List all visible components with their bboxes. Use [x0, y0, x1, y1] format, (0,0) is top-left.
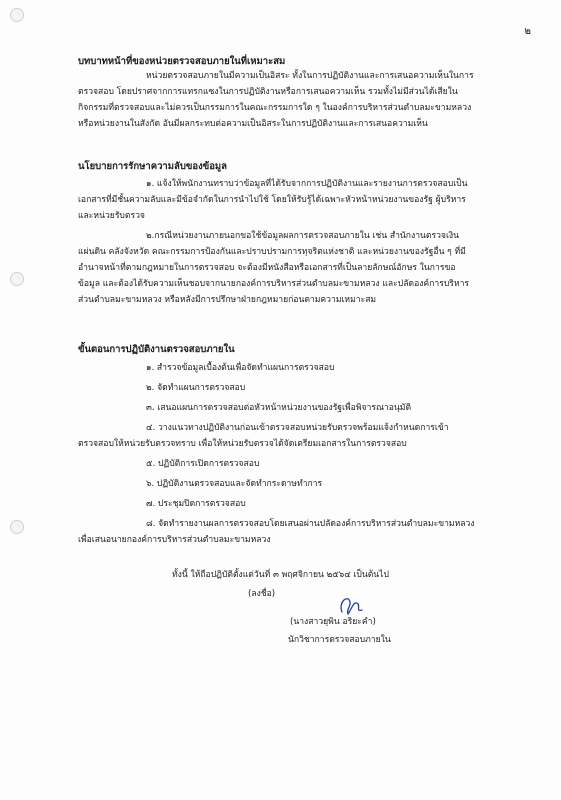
procedure-step: ๕. ปฏิบัติการเปิดการตรวจสอบ [146, 459, 260, 469]
signed-label: (ลงชื่อ) [248, 589, 276, 599]
paragraph-line: ส่วนตำบลมะขามหลวง หรือหลังมีการปรึกษาฝ่ายกฎหมายก่อนตามความเหมาะสม [78, 295, 377, 305]
effective-date: ทั้งนี้ ให้ถือปฏิบัติตั้งแต่วันที่ ๓ พฤศจิกายน ๒๕๖๔ เป็นต้นไป [172, 570, 389, 580]
signer-position: นักวิชาการตรวจสอบภายใน [288, 635, 391, 645]
procedure-step: ๑. สำรวจข้อมูลเบื้องต้นเพื่อจัดทำแผนการตรวจสอบ [146, 363, 335, 373]
section-heading-procedure: ขั้นตอนการปฏิบัติงานตรวจสอบภายใน [78, 344, 235, 355]
procedure-step: ตรวจสอบให้หน่วยรับตรวจทราบ เพื่อให้หน่วยรับตรวจได้จัดเตรียมเอกสารในการตรวจสอบ [78, 439, 407, 449]
signer-name: (นางสาวยุพิน อริยะคำ) [290, 617, 376, 627]
punch-hole [10, 272, 24, 286]
paragraph-line: หน่วยตรวจสอบภายในมีความเป็นอิสระ ทั้งในการปฏิบัติงานและการเสนอความเห็นในการ [146, 71, 474, 81]
procedure-step: ๓. เสนอแผนการตรวจสอบต่อหัวหน้าหน่วยงานของรัฐเพื่อพิจารณาอนุมัติ [146, 403, 412, 413]
paragraph-line: เอกสารที่มีชั้นความลับและมีข้อจำกัดในการนำไปใช้ โดยให้รับรู้ได้เฉพาะหัวหน้าหน่วยงานของรัฐ ผู้บริหาร [78, 195, 466, 205]
paragraph-line: กิจกรรมที่ตรวจสอบและไม่ควรเป็นกรรมการในคณะกรรมการใด ๆ ในองค์การบริหารส่วนตำบลมะขามหลวง [78, 103, 472, 113]
procedure-step: ๘. จัดทำรายงานผลการตรวจสอบโดยเสนอผ่านปลัดองค์การบริหารส่วนตำบลมะขามหลวง [146, 519, 475, 529]
procedure-step: เพื่อเสนอนายกองค์การบริหารส่วนตำบลมะขามหลวง [78, 535, 271, 545]
handwritten-signature [334, 592, 364, 618]
paragraph-line: ตรวจสอบ โดยปราศจากการแทรกแซงในการปฏิบัติงานหรือการเสนอความเห็น รวมทั้งไม่มีส่วนได้เสียใน [78, 87, 458, 97]
procedure-step: ๖. ปฏิบัติงานตรวจสอบและจัดทำกระดาษทำการ [146, 479, 323, 489]
procedure-step: ๗. ประชุมปิดการตรวจสอบ [146, 499, 246, 509]
procedure-step: ๔. วางแนวทางปฏิบัติงานก่อนเข้าตรวจสอบหน่วยรับตรวจพร้อมแจ้งกำหนดการเข้า [146, 423, 449, 433]
paragraph-line: ข้อมูล และต้องได้รับความเห็นชอบจากนายกองค์การบริหารส่วนตำบลมะขามหลวง และปลัดองค์การบริหาร [78, 279, 470, 289]
punch-hole [10, 520, 24, 534]
paragraph-line: หรือหน่วยงานในสังกัด อันมีผลกระทบต่อความเป็นอิสระในการปฏิบัติงานและการเสนอความเห็น [78, 119, 428, 129]
paragraph-line: ๒.กรณีหน่วยงานภายนอกขอใช้ข้อมูลผลการตรวจสอบภายใน เช่น สำนักงานตรวจเงิน [146, 231, 459, 241]
paragraph-line: และหน่วยรับตรวจ [78, 211, 145, 221]
paragraph-line: ๑. แจ้งให้พนักงานทราบว่าข้อมูลที่ได้รับจากการปฏิบัติงานและรายงานการตรวจสอบเป็น [146, 179, 468, 189]
paragraph-line: อำนาจหน้าที่ตามกฎหมายในการตรวจสอบ จะต้องมีหนังสือหรือเอกสารที่เป็นลายลักษณ์อักษร ในการขอ [78, 263, 456, 273]
procedure-step: ๒. จัดทำแผนการตรวจสอบ [146, 383, 246, 393]
section-heading-confidentiality: นโยบายการรักษาความลับของข้อมูล [78, 161, 227, 172]
section-heading-role: บทบาทหน้าที่ของหน่วยตรวจสอบภายในที่เหมาะสม [78, 56, 286, 67]
page-number: ๒ [524, 26, 531, 37]
punch-hole [10, 8, 24, 22]
paragraph-line: แผ่นดิน คลังจังหวัด คณะกรรมการป้องกันและปราบปรามการทุจริตแห่งชาติ และหน่วยงานของรัฐอื่น ๆ ที่มี [78, 247, 466, 257]
